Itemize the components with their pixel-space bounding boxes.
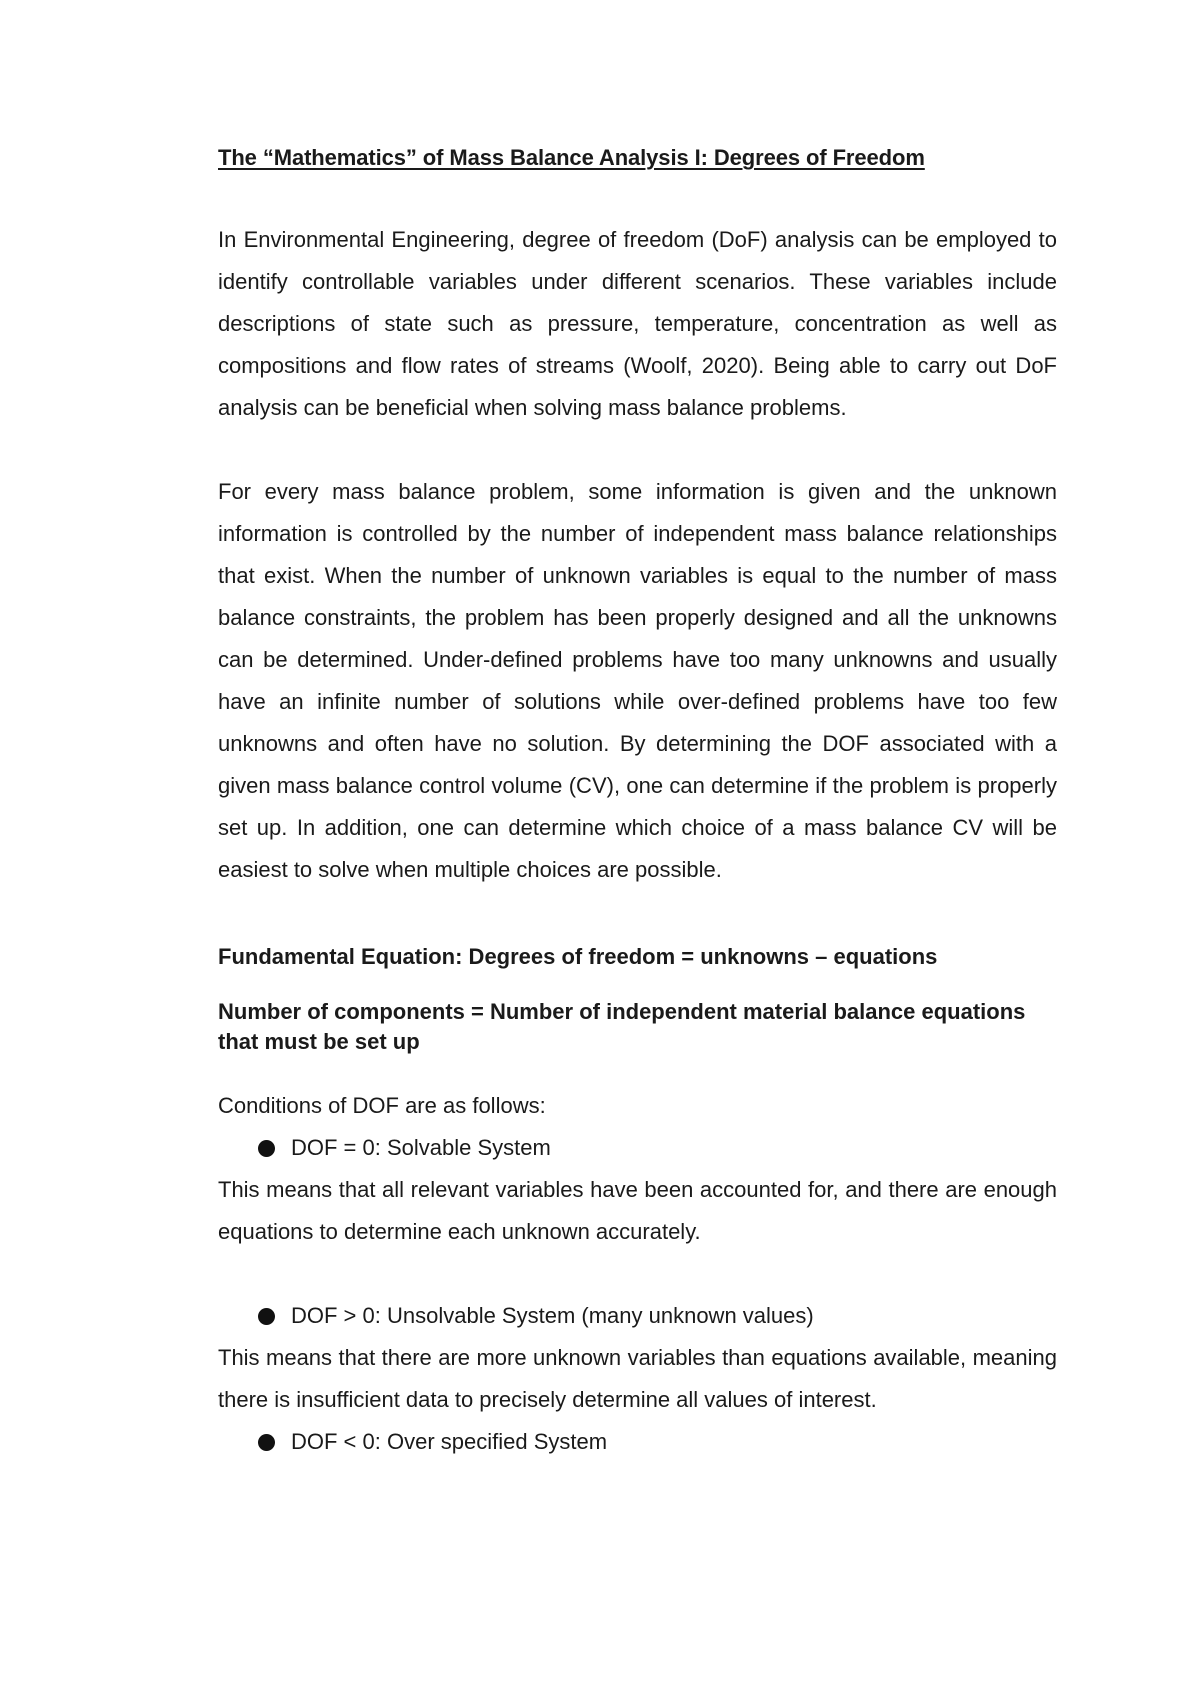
intro-paragraph: In Environmental Engineering, degree of freedom (DoF) analysis can be employed to identify controllable variables under different scenarios. These variables include descriptions of state such as pressure, temperature, concentration as well as compositions and flow rates of streams (Woolf, 2020). Being able to carry out DoF analysis can be beneficial when solving mass balance problems.: [218, 227, 1057, 420]
condition-label: DOF = 0: Solvable System: [291, 1135, 551, 1160]
conditions-intro: Conditions of DOF are as follows:: [218, 1093, 546, 1118]
body-paragraph: For every mass balance problem, some information is given and the unknown information is controlled by the number of independent mass balance relationships that exist. When the number of unknown variables is equal to the number of mass balance constraints, the problem has been properly designed and all the unknowns can be determined. Under-defined problems have too many unknowns and usually have an infinite number of solutions while over-defined problems have too few unknowns and often have no solution. By determining the DOF associated with a given mass balance control volume (CV), one can determine if the problem is properly set up. In addition, one can determine which choice of a mass balance CV will be easiest to solve when multiple choices are possible.: [218, 479, 1057, 882]
bullet-icon: [258, 1308, 275, 1325]
condition-explanation: This means that there are more unknown variables than equations available, meaning there is insufficient data to precisely determine all values of interest.: [218, 1345, 1057, 1412]
condition-label: DOF < 0: Over specified System: [291, 1429, 608, 1454]
condition-explanation: This means that all relevant variables have been accounted for, and there are enough equations to determine each unknown accurately.: [218, 1177, 1057, 1244]
components-statement: Number of components = Number of independent material balance equations that must be set up: [218, 999, 1026, 1054]
condition-item: [218, 1421, 1057, 1463]
fundamental-equation: Fundamental Equation: Degrees of freedom = unknowns – equations: [218, 944, 938, 969]
document-title: The “Mathematics” of Mass Balance Analysis I: Degrees of Freedom: [218, 145, 925, 170]
condition-item: [218, 1127, 1057, 1169]
condition-item: [218, 1295, 1057, 1337]
bullet-icon: [258, 1434, 275, 1451]
condition-label: DOF > 0: Unsolvable System (many unknown values): [291, 1303, 814, 1328]
document-content: [218, 143, 1057, 1463]
bullet-icon: [258, 1140, 275, 1157]
